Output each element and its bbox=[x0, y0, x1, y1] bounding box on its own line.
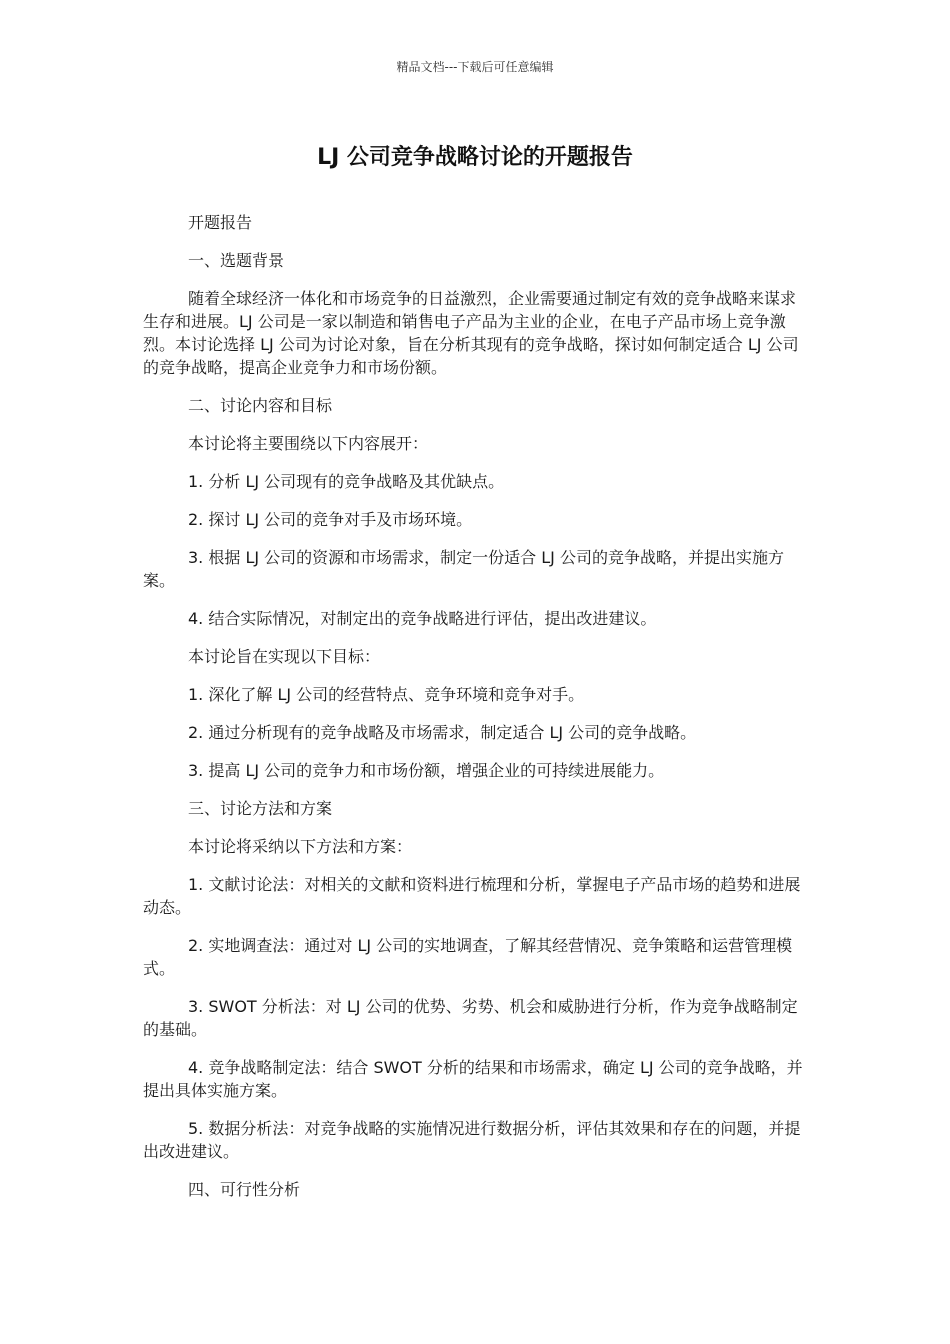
section-heading-feasibility: 四、可行性分析 bbox=[188, 1180, 301, 1199]
header-note: 精品文档---下载后可任意编辑 bbox=[396, 60, 554, 74]
section-heading-background: 一、选题背景 bbox=[188, 251, 285, 270]
list-item-content-1: 1. 分析 LJ 公司现有的竞争战略及其优缺点。 bbox=[188, 472, 505, 491]
section-heading-methods: 三、讨论方法和方案 bbox=[188, 799, 333, 818]
list-item-goal-1: 1. 深化了解 LJ 公司的经营特点、竞争环境和竞争对手。 bbox=[188, 685, 585, 704]
section-heading-content-goals: 二、讨论内容和目标 bbox=[188, 396, 333, 415]
list-item-method-4: 4. 竞争战略制定法：结合 SWOT 分析的结果和市场需求，确定 LJ 公司的竞争战略，并提出具体实施方案。 bbox=[143, 1058, 803, 1100]
list-item-method-2: 2. 实地调查法：通过对 LJ 公司的实地调查，了解其经营情况、竞争策略和运营管理模式。 bbox=[143, 936, 793, 978]
paragraph-methods-intro: 本讨论将采纳以下方法和方案： bbox=[188, 837, 413, 856]
list-item-content-2: 2. 探讨 LJ 公司的竞争对手及市场环境。 bbox=[188, 510, 473, 529]
paragraph-content-intro: 本讨论将主要围绕以下内容展开： bbox=[188, 434, 429, 453]
list-item-goal-3: 3. 提高 LJ 公司的竞争力和市场份额，增强企业的可持续进展能力。 bbox=[188, 761, 665, 780]
list-item-method-1: 1. 文献讨论法：对相关的文献和资料进行梳理和分析，掌握电子产品市场的趋势和进展动态。 bbox=[143, 875, 801, 917]
document-body bbox=[143, 211, 808, 1216]
list-item-goal-2: 2. 通过分析现有的竞争战略及市场需求，制定适合 LJ 公司的竞争战略。 bbox=[188, 723, 697, 742]
list-item-method-5: 5. 数据分析法：对竞争战略的实施情况进行数据分析，评估其效果和存在的问题，并提出改进建议。 bbox=[143, 1119, 801, 1161]
document-title: LJ 公司竞争战略讨论的开题报告 bbox=[317, 145, 633, 170]
section-label: 开题报告 bbox=[188, 213, 253, 232]
paragraph-background: 随着全球经济一体化和市场竞争的日益激烈，企业需要通过制定有效的竞争战略来谋求生存和进展。LJ 公司是一家以制造和销售电子产品为主业的企业，在电子产品市场上竞争激烈。本讨论选择 LJ 公司为讨论对象，旨在分析其现有的竞争战略，探讨如何制定适合 LJ 公司的竞争战略，提高企业竞争力和市场份额。 bbox=[143, 289, 799, 377]
list-item-method-3: 3. SWOT 分析法：对 LJ 公司的优势、劣势、机会和威胁进行分析，作为竞争战略制定的基础。 bbox=[143, 997, 798, 1039]
list-item-content-4: 4. 结合实际情况，对制定出的竞争战略进行评估，提出改进建议。 bbox=[188, 609, 657, 628]
paragraph-goals-intro: 本讨论旨在实现以下目标： bbox=[188, 647, 381, 666]
list-item-content-3: 3. 根据 LJ 公司的资源和市场需求，制定一份适合 LJ 公司的竞争战略，并提出实施方案。 bbox=[143, 548, 784, 590]
